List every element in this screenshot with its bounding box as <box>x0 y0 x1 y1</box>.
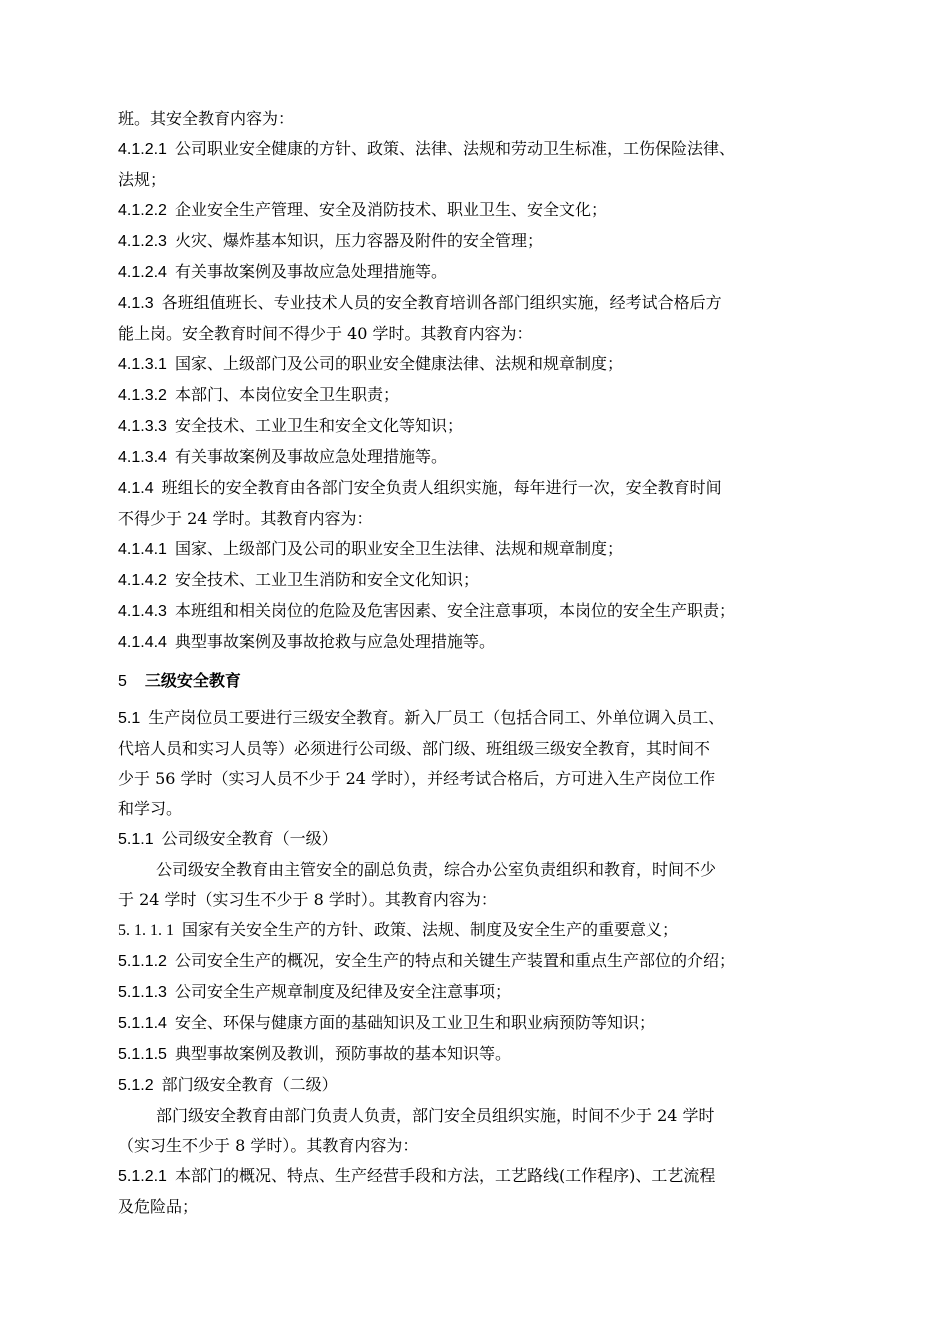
item-number: 4.1.4.4 <box>118 634 167 651</box>
item-text: 能上岗。安全教育时间不得少于 40 学时。其教育内容为： <box>118 324 533 343</box>
heading-number: 5 <box>118 673 127 690</box>
item-number: 4.1.4 <box>118 480 154 497</box>
text-line <box>118 794 848 824</box>
item-number: 4.1.3.2 <box>118 387 167 404</box>
item-number: 4.1.4.2 <box>118 572 167 589</box>
item-text: 及危险品； <box>118 1197 199 1216</box>
document-page <box>118 104 848 1222</box>
item-text: 各班组值班长、专业技术人员的安全教育培训各部门组织实施，经考试合格后方 <box>161 293 722 312</box>
item-text: 班。其安全教育内容为： <box>118 109 295 128</box>
item-number: 4.1.3.3 <box>118 418 167 435</box>
text-line <box>118 915 848 946</box>
text-line <box>118 319 848 349</box>
item-text: 安全技术、工业卫生和安全文化等知识； <box>174 416 463 435</box>
text-line <box>118 565 848 596</box>
item-text: 本部门的概况、特点、生产经营手段和方法，工艺路线(工作程序)、工艺流程 <box>174 1166 716 1185</box>
item-text: 国家、上级部门及公司的职业安全卫生法律、法规和规章制度； <box>174 539 623 558</box>
text-line <box>118 1070 848 1101</box>
item-number: 4.1.2.2 <box>118 202 167 219</box>
text-line <box>118 288 848 319</box>
text-line <box>118 1192 848 1222</box>
section-5-1-1-list <box>118 915 848 1101</box>
paragraph-line: 于 24 学时（实习生不少于 8 学时）。其教育内容为： <box>118 890 497 909</box>
item-text: 国家有关安全生产的方针、政策、法规、制度及安全生产的重要意义； <box>182 920 679 939</box>
text-line <box>118 195 848 226</box>
item-text: 典型事故案例及事故抢救与应急处理措施等。 <box>174 632 495 651</box>
item-number: 4.1.2.4 <box>118 264 167 281</box>
item-text: 公司安全生产规章制度及纪律及安全注意事项； <box>174 982 511 1001</box>
text-line <box>118 257 848 288</box>
section-heading <box>118 666 848 697</box>
text-line <box>118 977 848 1008</box>
item-text: 公司职业安全健康的方针、政策、法律、法规和劳动卫生标准，工伤保险法律、 <box>174 139 735 158</box>
item-number: 4.1.4.1 <box>118 541 167 558</box>
text-line <box>118 1039 848 1070</box>
item-text: 部门级安全教育（二级） <box>161 1075 338 1094</box>
item-number: 4.1.2.3 <box>118 233 167 250</box>
item-number: 4.1.4.3 <box>118 603 167 620</box>
text-line <box>118 1161 848 1192</box>
text-line <box>118 226 848 257</box>
item-number: 5.1.1 <box>118 831 154 848</box>
item-number: 5.1.1.5 <box>118 1046 167 1063</box>
item-number: 4.1.2.1 <box>118 141 167 158</box>
item-text: 少于 56 学时（实习人员不少于 24 学时），并经考试合格后，方可进入生产岗位工作 <box>118 769 716 788</box>
text-line <box>118 504 848 534</box>
text-line <box>118 104 848 134</box>
text-line <box>118 534 848 565</box>
text-line <box>118 442 848 473</box>
paragraph-company-level <box>118 855 848 915</box>
text-line <box>118 349 848 380</box>
item-number: 4.1.3 <box>118 295 154 312</box>
section-4-list <box>118 104 848 658</box>
section-5-1-list <box>118 703 848 855</box>
text-line <box>118 380 848 411</box>
item-number: 5.1 <box>118 710 141 727</box>
paragraph-line: 公司级安全教育由主管安全的副总负责，综合办公室负责组织和教育，时间不少 <box>156 860 717 879</box>
item-text: 公司级安全教育（一级） <box>161 829 338 848</box>
text-line <box>118 764 848 794</box>
item-number: 5.1.2 <box>118 1077 154 1094</box>
paragraph-department-level <box>118 1101 848 1161</box>
text-line <box>118 165 848 195</box>
text-line <box>118 134 848 165</box>
text-line <box>118 824 848 855</box>
item-number: 5.1.2.1 <box>118 1168 167 1185</box>
item-number: 5.1.1.2 <box>118 953 167 970</box>
item-text: 有关事故案例及事故应急处理措施等。 <box>174 447 447 466</box>
text-line <box>118 1008 848 1039</box>
item-number: 5.1.1.3 <box>118 984 167 1001</box>
item-text: 公司安全生产的概况，安全生产的特点和关键生产装置和重点生产部位的介绍； <box>174 951 735 970</box>
paragraph-line: 部门级安全教育由部门负责人负责，部门安全员组织实施，时间不少于 24 学时 <box>156 1106 715 1125</box>
item-text: 和学习。 <box>118 799 183 818</box>
text-line <box>118 627 848 658</box>
item-text: 有关事故案例及事故应急处理措施等。 <box>174 262 447 281</box>
item-text: 生产岗位员工要进行三级安全教育。新入厂员工（包括合同工、外单位调入员工、 <box>148 708 725 727</box>
item-number: 4.1.3.1 <box>118 356 167 373</box>
item-text: 法规； <box>118 170 167 189</box>
item-number: 5.1.1.4 <box>118 1015 167 1032</box>
item-text: 典型事故案例及教训，预防事故的基本知识等。 <box>174 1044 511 1063</box>
section-5-1-2-list <box>118 1161 848 1222</box>
item-text: 本部门、本岗位安全卫生职责； <box>174 385 399 404</box>
item-number: 5. 1. 1. 1 <box>118 922 174 939</box>
item-text: 火灾、爆炸基本知识，压力容器及附件的安全管理； <box>174 231 543 250</box>
item-text: 企业安全生产管理、安全及消防技术、职业卫生、安全文化； <box>174 200 607 219</box>
item-text: 安全技术、工业卫生消防和安全文化知识； <box>174 570 479 589</box>
text-line <box>118 734 848 764</box>
item-text: 本班组和相关岗位的危险及危害因素、安全注意事项，本岗位的安全生产职责； <box>174 601 735 620</box>
text-line <box>118 946 848 977</box>
item-text: 班组长的安全教育由各部门安全负责人组织实施，每年进行一次，安全教育时间 <box>161 478 722 497</box>
heading-title: 三级安全教育 <box>144 671 241 690</box>
text-line <box>118 473 848 504</box>
item-text: 代培人员和实习人员等）必须进行公司级、部门级、班组级三级安全教育，其时间不 <box>118 739 711 758</box>
item-text: 不得少于 24 学时。其教育内容为： <box>118 509 373 528</box>
item-text: 安全、环保与健康方面的基础知识及工业卫生和职业病预防等知识； <box>174 1013 655 1032</box>
item-number: 4.1.3.4 <box>118 449 167 466</box>
text-line <box>118 596 848 627</box>
text-line <box>118 703 848 734</box>
paragraph-line: （实习生不少于 8 学时）。其教育内容为： <box>118 1136 419 1155</box>
text-line <box>118 411 848 442</box>
item-text: 国家、上级部门及公司的职业安全健康法律、法规和规章制度； <box>174 354 623 373</box>
